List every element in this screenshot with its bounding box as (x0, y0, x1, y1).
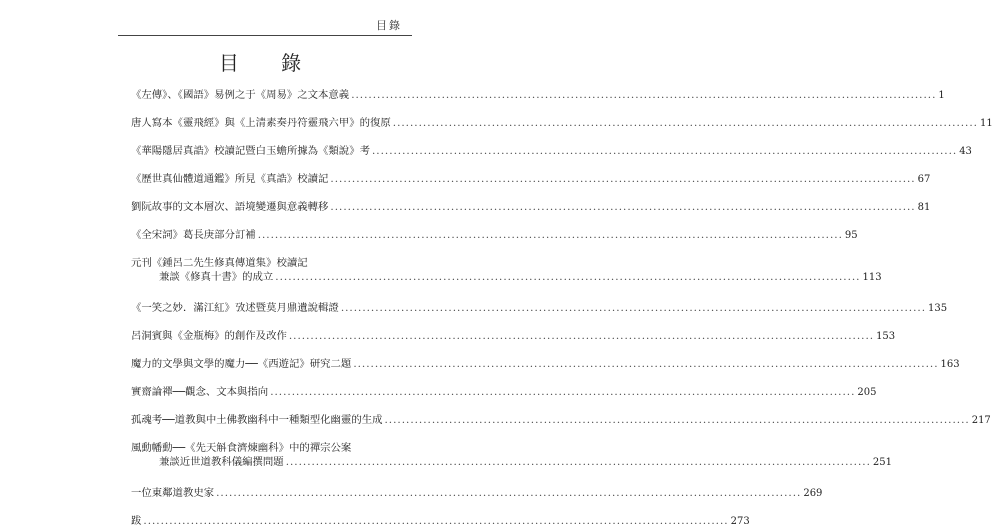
running-head: 目錄 (376, 19, 402, 32)
toc-entry-title: 一位東鄰道教史家 (131, 487, 215, 499)
toc-entry (131, 329, 896, 344)
toc-page-number: 251 (872, 457, 892, 468)
toc-entry-title: 唐人寫本《靈飛經》與《上清素奏丹符靈飛六甲》的復原 (131, 117, 391, 129)
toc-page-number: 67 (917, 174, 931, 185)
toc-entry (131, 441, 892, 470)
toc-page-number: 11 (979, 118, 993, 129)
toc-page-number: 81 (917, 202, 931, 213)
toc-entry (131, 228, 858, 243)
toc-page-number: 43 (959, 146, 972, 157)
toc-entry (131, 514, 750, 529)
toc-page-number: 273 (730, 516, 750, 527)
dot-leader (330, 172, 915, 186)
dot-leader (289, 329, 874, 343)
dot-leader (216, 486, 801, 500)
toc-entry-title: 劉阮故事的文本層次、語境變遷與意義轉移 (131, 201, 329, 213)
toc-entry (131, 200, 931, 215)
toc-entry-title: 孤魂考──道教與中土佛教幽科中一種類型化幽靈的生成 (131, 414, 383, 426)
toc-entry (131, 172, 931, 187)
toc-entry (131, 256, 882, 285)
toc-entry-title: 呂洞賓與《金瓶梅》的創作及改作 (131, 330, 287, 342)
toc-entry-subtitle: 兼談近世道教科儀編撰問題 (159, 456, 284, 468)
toc-page-number: 113 (862, 272, 882, 283)
dot-leader (258, 228, 843, 242)
toc-entry-title: 魔力的文學與文學的魔力──《西遊記》研究二題 (131, 358, 352, 370)
dot-leader (341, 301, 926, 315)
toc-page-number: 269 (803, 488, 823, 499)
page-title: 目 錄 (218, 51, 320, 75)
toc-entry (131, 301, 948, 316)
toc-entry-title: 《一笑之妙．滿江紅》攷述暨莫月鼎遺說輯證 (131, 302, 339, 314)
header-rule (118, 35, 412, 36)
toc-entry (131, 486, 823, 501)
toc-page-number: 95 (844, 230, 858, 241)
toc-page-number: 153 (876, 331, 896, 342)
toc-entry-title: 《全宋詞》葛長庚部分訂補 (131, 229, 256, 241)
dot-leader (143, 514, 728, 528)
dot-leader (372, 144, 957, 158)
dot-leader (353, 357, 938, 371)
toc-entry (131, 357, 960, 372)
toc-entry-subtitle: 兼談《修真十書》的成立 (159, 271, 274, 283)
toc-page-number: 205 (857, 387, 877, 398)
dot-leader (351, 88, 936, 102)
toc-entry-title: 《左傳》、《國語》易例之于《周易》之文本意義 (131, 89, 350, 101)
dot-leader (393, 116, 978, 130)
toc-page-number: 217 (971, 415, 991, 426)
dot-leader (330, 200, 915, 214)
toc-entry (131, 88, 945, 103)
toc-entry (131, 413, 991, 428)
dot-leader (275, 270, 860, 284)
toc-page-number: 135 (928, 303, 948, 314)
toc-entry-title: 《歷世真仙體道通鑑》所見《真誥》校讀記 (131, 173, 329, 185)
toc-entry (131, 144, 972, 159)
toc-page-number: 163 (940, 359, 960, 370)
toc-entry-title: 實齋論禪──觀念、文本與指向 (131, 386, 269, 398)
toc-entry-title: 風動幡動──《先天斛食濟煉幽科》中的禪宗公案 (131, 442, 352, 454)
toc-page-number: 1 (938, 90, 945, 101)
toc-entry-title: 《華陽隱居真誥》校讀記暨白玉蟾所據為《類說》考 (131, 145, 370, 157)
table-of-contents (131, 88, 993, 529)
dot-leader (286, 455, 871, 469)
toc-entry (131, 116, 993, 131)
dot-leader (270, 385, 855, 399)
toc-entry-title: 元刊《鍾呂二先生修真傳道集》校讀記 (131, 257, 308, 269)
toc-entry (131, 385, 877, 400)
toc-entry-title: 跋 (131, 515, 142, 527)
dot-leader (385, 413, 970, 427)
